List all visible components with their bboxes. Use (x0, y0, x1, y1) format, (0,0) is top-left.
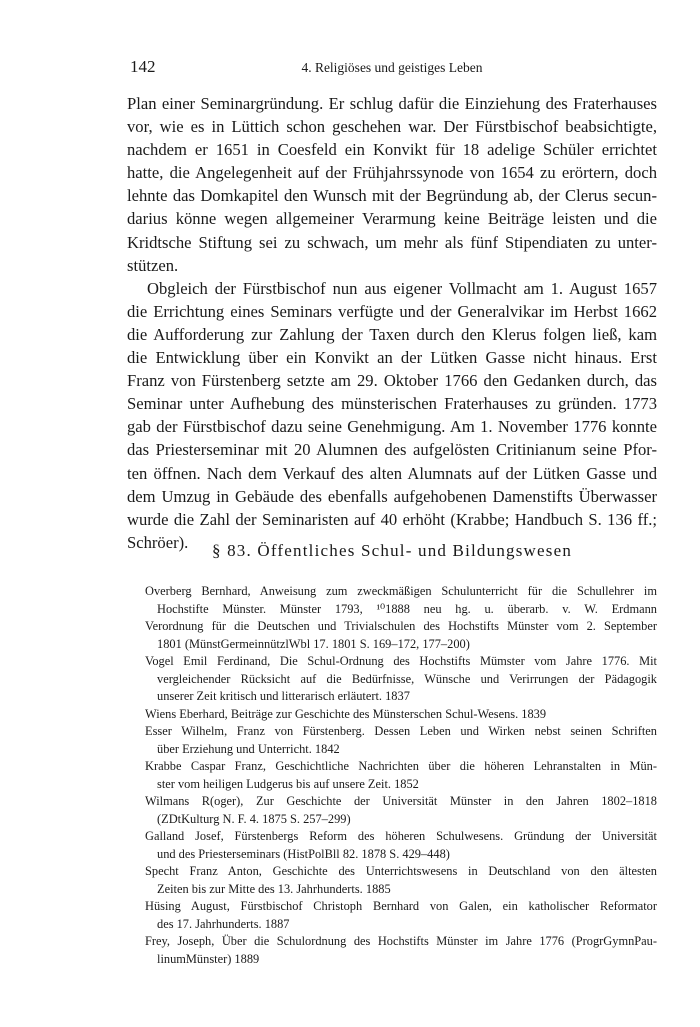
text-line: darius könne wegen allgemeiner Verarmung keine Beiträge leisten und die (127, 209, 657, 229)
text-line: dem Umzug in Gebäude des ebenfalls aufgehobenen Damenstifts Überwasser (127, 486, 657, 506)
bibliography-line: Overberg Bernhard, Anweisung zum zweckmäßigen Schulunterricht für die Schullehrer im (145, 584, 657, 598)
bibliography-line: Krabbe Caspar Franz, Geschichtliche Nachrichten über die höheren Lehranstalten in Mün- (145, 759, 657, 773)
bibliography-line: Galland Josef, Fürstenbergs Reform des höheren Schulwesens. Gründung der Universität (145, 829, 657, 843)
text-line: die Aufforderung zur Zahlung der Taxen durch den Klerus folgen ließ, kam (127, 324, 657, 344)
bibliography-line: Wiens Eberhard, Beiträge zur Geschichte des Münsterschen Schul-Wesens. 1839 (145, 706, 547, 721)
bibliography-line: Specht Franz Anton, Geschichte des Unterrichtswesens in Deutschland von den ältesten (145, 864, 657, 878)
text-line: hatte, die Angelegenheit auf der Frühjahrssynode von 1654 zu erörtern, doch (127, 163, 657, 183)
text-line: Franz von Fürstenberg setzte am 29. Oktober 1766 den Gedanken durch, das (127, 371, 657, 391)
text-line: Schröer). (127, 532, 189, 552)
text-line: stützen. (127, 255, 179, 275)
bibliography-line: Verordnung für die Deutschen und Trivialschulen des Hochstifts Münster vom 2. September (145, 619, 657, 633)
text-line: Seminar unter Aufhebung des münsterischen Fraterhauses zu gründen. 1773 (127, 394, 657, 414)
text-line: das Priesterseminar mit 20 Alumnen des aufgelösten Critinianum seine Pfor- (127, 440, 657, 460)
text-line: Plan einer Seminargründung. Er schlug dafür die Einziehung des Fraterhauses (127, 94, 657, 113)
running-title: 4. Religiöses und geistiges Leben (301, 60, 483, 75)
body-text (127, 92, 657, 554)
section-heading: § 83. Öffentliches Schul- und Bildungswesen (211, 541, 573, 560)
bibliography-line: des 17. Jahrhunderts. 1887 (157, 916, 290, 931)
bibliography (145, 583, 657, 968)
text-line: nachdem er 1651 in Coesfeld ein Konvikt für 18 adelige Schüler errichtet (127, 140, 657, 160)
page-header (127, 57, 657, 79)
text-line: die Errichtung eines Seminars verfügte und der Generalvikar im Herbst 1662 (127, 301, 657, 321)
text-line: ten öffnen. Nach dem Verkauf des alten Alumnats auf der Lütken Gasse und (127, 463, 657, 483)
text-line: Kridtsche Stiftung sei zu schwach, um mehr als fünf Stipendiaten zu unter- (127, 232, 657, 252)
text-line: vor, wie es in Lüttich schon geschehen war. Der Fürstbischof beabsichtigte, (127, 117, 657, 137)
text-line: wurde die Zahl der Seminaristen auf 40 erhöht (Krabbe; Handbuch S. 136 ff.; (127, 509, 657, 529)
bibliography-line: Zeiten bis zur Mitte des 13. Jahrhunderts. 1885 (157, 881, 391, 896)
bibliography-line: Hochstifte Münster. Münster 1793, ¹⁰1888 neu hg. u. überarb. v. W. Erdmann (157, 601, 657, 616)
bibliography-line: unserer Zeit kritisch und litterarisch erläutert. 1837 (157, 689, 410, 703)
bibliography-line: über Erziehung und Unterricht. 1842 (157, 741, 340, 756)
bibliography-line: (ZDtKulturg N. F. 4. 1875 S. 257–299) (157, 811, 351, 826)
bibliography-line: Vogel Emil Ferdinand, Die Schul-Ordnung des Hochstifts Mümster vom Jahre 1776. Mit (145, 654, 657, 668)
text-line: Obgleich der Fürstbischof nun aus eigener Vollmacht am 1. August 1657 (147, 278, 657, 298)
bibliography-line: und des Priesterseminars (HistPolBll 82. 1878 S. 429–448) (157, 846, 450, 861)
bibliography-line: Esser Wilhelm, Franz von Fürstenberg. Dessen Leben und Wirken nebst seinen Schriften (145, 724, 657, 738)
bibliography-line: Wilmans R(oger), Zur Geschichte der Universität Münster in den Jahren 1802–1818 (145, 794, 657, 808)
bibliography-line: vergleichender Rücksicht auf die Bedürfnisse, Wünsche und Verirrungen der Pädagogik (157, 671, 657, 686)
text-line: lehnte das Domkapitel den Wunsch mit der Begründung ab, der Clerus secun- (127, 186, 657, 206)
text-line: die Entwicklung über ein Konvikt an der Lütken Gasse nicht hinaus. Erst (127, 348, 657, 368)
text-line: gab der Fürstbischof dazu seine Genehmigung. Am 1. November 1776 konnte (127, 417, 657, 437)
bibliography-line: 1801 (MünstGermeinnützlWbl 17. 1801 S. 169–172, 177–200) (157, 636, 470, 651)
page-number: 142 (130, 57, 156, 76)
bibliography-line: ster vom heiligen Ludgerus bis auf unsere Zeit. 1852 (157, 776, 419, 791)
bibliography-line: Frey, Joseph, Über die Schulordnung des Hochstifts Münster im Jahre 1776 (ProgrGymnPau- (145, 934, 657, 948)
bibliography-line: linumMünster) 1889 (157, 951, 260, 966)
bibliography-line: Hüsing August, Fürstbischof Christoph Bernhard von Galen, ein katholischer Reformator (145, 899, 657, 913)
